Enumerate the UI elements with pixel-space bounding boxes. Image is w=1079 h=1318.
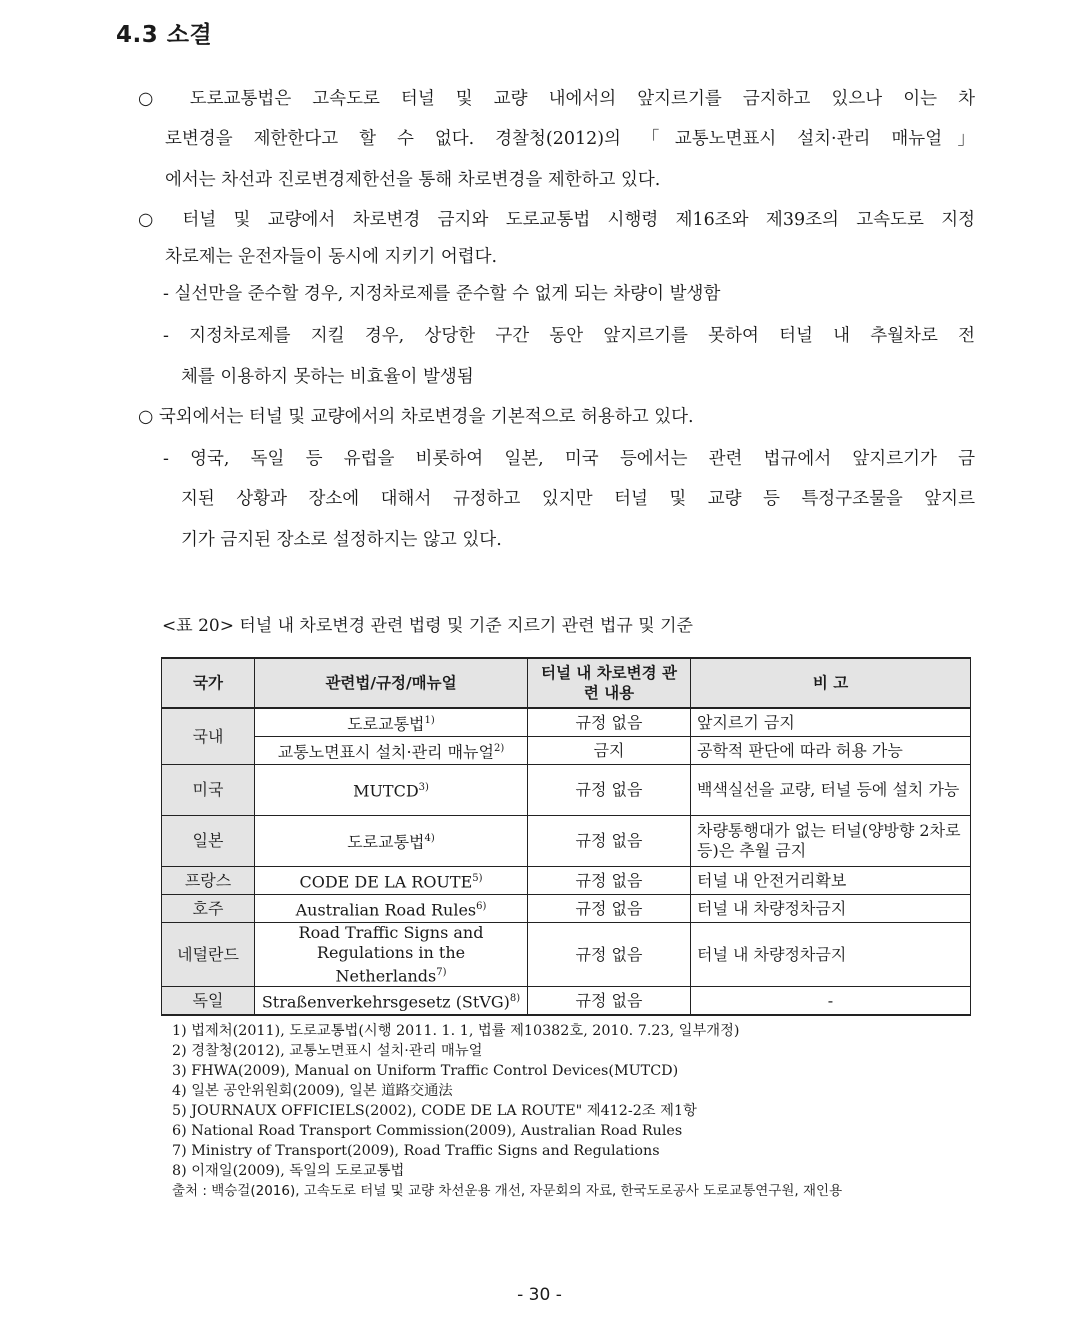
status-cell: 규정 없음 [528, 765, 691, 816]
law-cell: 도로교통법$^{4)}$ [255, 816, 528, 867]
country-cell: 미국 [162, 765, 255, 816]
header-note: 비 고 [691, 658, 971, 708]
paragraph-line: 에서는 차선과 진로변경제한선을 통해 차로변경을 제한하고 있다. [165, 170, 661, 190]
table-row [162, 895, 971, 923]
header-law: 관련법/규정/매뉴얼 [255, 658, 528, 708]
header-tunnel-content: 터널 내 차로변경 관련 내용 [528, 658, 691, 708]
note-cell: 앞지르기 금지 [691, 708, 971, 737]
country-cell: 일본 [162, 816, 255, 867]
table-row [162, 816, 971, 867]
note-cell: 차량통행대가 없는 터널(양방향 2차로 등)은 추월 금지 [691, 816, 971, 867]
status-cell: 규정 없음 [528, 987, 691, 1016]
page-number: - 30 - [517, 1285, 562, 1305]
paragraph-line: ○ 도로교통법은 고속도로 터널 및 교량 내에서의 앞지르기를 금지하고 있으나 이는 차 [138, 89, 975, 109]
footnotes [172, 1021, 842, 1201]
country-cell: 호주 [162, 895, 255, 923]
source-note: 출처 : 백승걸(2016), 고속도로 터널 및 교량 차선운용 개선, 자문회의 자료, 한국도로공사 도로교통연구원, 재인용 [172, 1183, 843, 1199]
country-cell: 독일 [162, 987, 255, 1016]
table-caption: <표 20> 터널 내 차로변경 관련 법령 및 기준 지르기 관련 법규 및 기준 [162, 616, 693, 636]
law-cell: Straßenverkehrsgesetz (StVG)$^{8)}$ [255, 987, 528, 1016]
note-cell: - [691, 987, 971, 1016]
country-cell: 국내 [162, 708, 255, 765]
status-cell: 규정 없음 [528, 923, 691, 987]
status-cell: 규정 없음 [528, 867, 691, 895]
paragraph-line: - 지정차로제를 지킬 경우, 상당한 구간 동안 앞지르기를 못하여 터널 내 추월차로 전 [163, 326, 975, 346]
footnote: 2) 경찰청(2012), 교통노면표시 설치·관리 매뉴얼 [172, 1043, 483, 1059]
law-cell: 교통노면표시 설치·관리 매뉴얼$^{2)}$ [255, 737, 528, 765]
footnote: 6) National Road Transport Commission(2009), Australian Road Rules [172, 1123, 683, 1139]
country-cell: 네덜란드 [162, 923, 255, 987]
law-cell: CODE DE LA ROUTE$^{5)}$ [255, 867, 528, 895]
country-cell: 프랑스 [162, 867, 255, 895]
table-row [162, 923, 971, 987]
table-row [162, 867, 971, 895]
note-cell: 터널 내 안전거리확보 [691, 867, 971, 895]
header-country: 국가 [162, 658, 255, 708]
footnote: 1) 법제처(2011), 도로교통법(시행 2011. 1. 1, 법률 제10382호, 2010. 7.23, 일부개정) [172, 1023, 740, 1039]
paragraph-line: 지된 상황과 장소에 대해서 규정하고 있지만 터널 및 교량 등 특정구조물을 앞지르 [181, 489, 975, 509]
status-cell: 규정 없음 [528, 895, 691, 923]
regulation-table [161, 657, 971, 1016]
note-cell: 터널 내 차량정차금지 [691, 895, 971, 923]
law-cell: MUTCD$^{3)}$ [255, 765, 528, 816]
table-row [162, 708, 971, 737]
note-cell: 백색실선을 교량, 터널 등에 설치 가능 [691, 765, 971, 816]
paragraph-line: ○ 국외에서는 터널 및 교량에서의 차로변경을 기본적으로 허용하고 있다. [138, 407, 694, 427]
status-cell: 규정 없음 [528, 708, 691, 737]
footnote: 4) 일본 공안위원회(2009), 일본 道路交通法 [172, 1083, 453, 1099]
footnote: 8) 이재일(2009), 독일의 도로교통법 [172, 1163, 405, 1179]
paragraph-line: 기가 금지된 장소로 설정하지는 않고 있다. [181, 530, 502, 550]
table-row [162, 737, 971, 765]
paragraph-line: 로변경을 제한한다고 할 수 없다. 경찰청(2012)의 「교통노면표시 설치·관리 매뉴얼」 [165, 129, 975, 149]
table-row [162, 987, 971, 1016]
status-cell: 규정 없음 [528, 816, 691, 867]
law-cell: Australian Road Rules$^{6)}$ [255, 895, 528, 923]
table-header-row [162, 658, 971, 708]
paragraph-line: 차로제는 운전자들이 동시에 지키기 어렵다. [165, 247, 498, 267]
paragraph-line: - 영국, 독일 등 유럽을 비롯하여 일본, 미국 등에서는 관련 법규에서 앞지르기가 금 [163, 449, 975, 469]
table-row [162, 765, 971, 816]
law-cell: Road Traffic Signs and Regulations in the Netherlands$^{7)}$ [255, 923, 528, 987]
footnote: 5) JOURNAUX OFFICIELS(2002), CODE DE LA ROUTE" 제412-2조 제1항 [172, 1103, 697, 1119]
paragraph-line: - 실선만을 준수할 경우, 지정차로제를 준수할 수 없게 되는 차량이 발생함 [163, 284, 721, 304]
paragraph-line: 체를 이용하지 못하는 비효율이 발생됨 [181, 367, 474, 387]
note-cell: 공학적 판단에 따라 허용 가능 [691, 737, 971, 765]
paragraph-line: ○ 터널 및 교량에서 차로변경 금지와 도로교통법 시행령 제16조와 제39조의 고속도로 지정 [138, 210, 975, 230]
footnote: 7) Ministry of Transport(2009), Road Traffic Signs and Regulations [172, 1143, 660, 1159]
footnote: 3) FHWA(2009), Manual on Uniform Traffic Control Devices(MUTCD) [172, 1063, 679, 1079]
note-cell: 터널 내 차량정차금지 [691, 923, 971, 987]
law-cell: 도로교통법$^{1)}$ [255, 708, 528, 737]
section-title: 4.3 소결 [116, 22, 213, 48]
status-cell: 금지 [528, 737, 691, 765]
